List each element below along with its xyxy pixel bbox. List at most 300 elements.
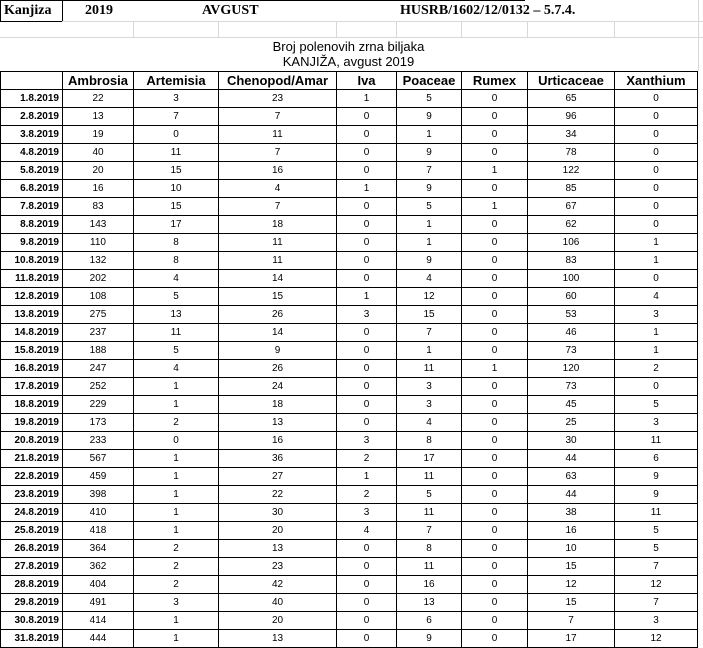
date-cell: 10.8.2019 bbox=[1, 252, 63, 270]
count-cell: 7 bbox=[528, 612, 615, 630]
count-cell: 0 bbox=[337, 216, 397, 234]
count-cell: 9 bbox=[397, 108, 462, 126]
count-cell: 252 bbox=[63, 378, 134, 396]
date-cell: 23.8.2019 bbox=[1, 486, 63, 504]
count-cell: 7 bbox=[397, 162, 462, 180]
count-cell: 0 bbox=[337, 396, 397, 414]
count-cell: 188 bbox=[63, 342, 134, 360]
count-cell: 13 bbox=[219, 630, 337, 648]
table-row bbox=[1, 612, 698, 630]
count-cell: 0 bbox=[462, 396, 528, 414]
count-cell: 22 bbox=[63, 90, 134, 108]
table-row bbox=[1, 162, 698, 180]
count-cell: 2 bbox=[337, 450, 397, 468]
count-cell: 42 bbox=[219, 576, 337, 594]
count-cell: 7 bbox=[219, 144, 337, 162]
table-row bbox=[1, 324, 698, 342]
count-cell: 1 bbox=[337, 468, 397, 486]
table-row bbox=[1, 234, 698, 252]
month-label: AVGUST bbox=[202, 3, 259, 18]
count-cell: 1 bbox=[462, 162, 528, 180]
count-cell: 83 bbox=[528, 252, 615, 270]
count-cell: 0 bbox=[462, 252, 528, 270]
count-cell: 15 bbox=[528, 594, 615, 612]
count-cell: 15 bbox=[134, 162, 219, 180]
count-cell: 410 bbox=[63, 504, 134, 522]
count-cell: 0 bbox=[462, 324, 528, 342]
date-cell: 15.8.2019 bbox=[1, 342, 63, 360]
count-cell: 9 bbox=[219, 342, 337, 360]
count-cell: 7 bbox=[397, 522, 462, 540]
count-cell: 45 bbox=[528, 396, 615, 414]
count-cell: 229 bbox=[63, 396, 134, 414]
count-cell: 3 bbox=[615, 612, 698, 630]
count-cell: 3 bbox=[615, 414, 698, 432]
count-cell: 1 bbox=[397, 126, 462, 144]
count-cell: 0 bbox=[337, 126, 397, 144]
table-row bbox=[1, 108, 698, 126]
count-cell: 17 bbox=[134, 216, 219, 234]
count-cell: 1 bbox=[462, 198, 528, 216]
count-cell: 237 bbox=[63, 324, 134, 342]
count-cell: 0 bbox=[337, 162, 397, 180]
count-cell: 16 bbox=[397, 576, 462, 594]
count-cell: 0 bbox=[337, 414, 397, 432]
date-cell: 16.8.2019 bbox=[1, 360, 63, 378]
project-code: HUSRB/1602/12/0132 – 5.7.4. bbox=[400, 3, 576, 18]
table-row bbox=[1, 252, 698, 270]
table-row bbox=[1, 630, 698, 648]
count-cell: 0 bbox=[462, 594, 528, 612]
date-cell: 2.8.2019 bbox=[1, 108, 63, 126]
date-cell: 7.8.2019 bbox=[1, 198, 63, 216]
date-cell: 18.8.2019 bbox=[1, 396, 63, 414]
count-cell: 0 bbox=[615, 90, 698, 108]
count-cell: 6 bbox=[397, 612, 462, 630]
count-cell: 83 bbox=[63, 198, 134, 216]
count-cell: 5 bbox=[134, 288, 219, 306]
count-cell: 0 bbox=[615, 180, 698, 198]
count-cell: 0 bbox=[337, 144, 397, 162]
table-row bbox=[1, 90, 698, 108]
count-cell: 0 bbox=[337, 270, 397, 288]
table-row bbox=[1, 486, 698, 504]
date-cell: 12.8.2019 bbox=[1, 288, 63, 306]
count-cell: 0 bbox=[462, 612, 528, 630]
count-cell: 38 bbox=[528, 504, 615, 522]
count-cell: 459 bbox=[63, 468, 134, 486]
count-cell: 12 bbox=[615, 630, 698, 648]
count-cell: 7 bbox=[134, 108, 219, 126]
count-cell: 11 bbox=[615, 504, 698, 522]
count-cell: 0 bbox=[615, 144, 698, 162]
count-cell: 16 bbox=[528, 522, 615, 540]
count-cell: 16 bbox=[219, 162, 337, 180]
date-cell: 30.8.2019 bbox=[1, 612, 63, 630]
count-cell: 13 bbox=[63, 108, 134, 126]
count-cell: 4 bbox=[397, 270, 462, 288]
table-row bbox=[1, 558, 698, 576]
count-cell: 275 bbox=[63, 306, 134, 324]
count-cell: 0 bbox=[337, 540, 397, 558]
count-cell: 3 bbox=[397, 378, 462, 396]
column-header-rumex: Rumex bbox=[462, 72, 528, 90]
count-cell: 19 bbox=[63, 126, 134, 144]
count-cell: 0 bbox=[462, 270, 528, 288]
table-row bbox=[1, 306, 698, 324]
count-cell: 100 bbox=[528, 270, 615, 288]
count-cell: 0 bbox=[462, 126, 528, 144]
count-cell: 67 bbox=[528, 198, 615, 216]
date-cell: 11.8.2019 bbox=[1, 270, 63, 288]
place-label: Kanjiza bbox=[4, 3, 52, 18]
count-cell: 40 bbox=[219, 594, 337, 612]
count-cell: 23 bbox=[219, 90, 337, 108]
count-cell: 3 bbox=[337, 432, 397, 450]
count-cell: 17 bbox=[397, 450, 462, 468]
count-cell: 0 bbox=[337, 324, 397, 342]
count-cell: 36 bbox=[219, 450, 337, 468]
count-cell: 0 bbox=[337, 612, 397, 630]
count-cell: 0 bbox=[615, 126, 698, 144]
column-header-chenopod-amar: Chenopod/Amar bbox=[219, 72, 337, 90]
count-cell: 0 bbox=[462, 468, 528, 486]
count-cell: 22 bbox=[219, 486, 337, 504]
column-header-xanthium: Xanthium bbox=[615, 72, 698, 90]
count-cell: 60 bbox=[528, 288, 615, 306]
count-cell: 1 bbox=[337, 90, 397, 108]
count-cell: 26 bbox=[219, 306, 337, 324]
count-cell: 5 bbox=[397, 486, 462, 504]
count-cell: 0 bbox=[337, 378, 397, 396]
count-cell: 247 bbox=[63, 360, 134, 378]
count-cell: 11 bbox=[397, 468, 462, 486]
count-cell: 20 bbox=[63, 162, 134, 180]
count-cell: 1 bbox=[615, 324, 698, 342]
count-cell: 2 bbox=[134, 540, 219, 558]
table-row bbox=[1, 414, 698, 432]
count-cell: 85 bbox=[528, 180, 615, 198]
count-cell: 11 bbox=[219, 234, 337, 252]
table-row bbox=[1, 576, 698, 594]
count-cell: 0 bbox=[462, 342, 528, 360]
count-cell: 18 bbox=[219, 216, 337, 234]
count-cell: 1 bbox=[397, 234, 462, 252]
count-cell: 0 bbox=[462, 432, 528, 450]
count-cell: 0 bbox=[462, 414, 528, 432]
table-row bbox=[1, 468, 698, 486]
date-cell: 17.8.2019 bbox=[1, 378, 63, 396]
date-cell: 8.8.2019 bbox=[1, 216, 63, 234]
count-cell: 13 bbox=[219, 414, 337, 432]
count-cell: 11 bbox=[615, 432, 698, 450]
count-cell: 12 bbox=[615, 576, 698, 594]
count-cell: 9 bbox=[397, 144, 462, 162]
count-cell: 0 bbox=[462, 378, 528, 396]
count-cell: 110 bbox=[63, 234, 134, 252]
count-cell: 0 bbox=[462, 234, 528, 252]
count-cell: 1 bbox=[337, 288, 397, 306]
count-cell: 0 bbox=[337, 558, 397, 576]
count-cell: 3 bbox=[134, 90, 219, 108]
count-cell: 11 bbox=[134, 144, 219, 162]
count-cell: 9 bbox=[615, 468, 698, 486]
count-cell: 0 bbox=[134, 432, 219, 450]
count-cell: 11 bbox=[219, 126, 337, 144]
count-cell: 23 bbox=[219, 558, 337, 576]
count-cell: 1 bbox=[134, 396, 219, 414]
table-row bbox=[1, 450, 698, 468]
count-cell: 16 bbox=[219, 432, 337, 450]
count-cell: 4 bbox=[397, 414, 462, 432]
count-cell: 73 bbox=[528, 342, 615, 360]
count-cell: 13 bbox=[219, 540, 337, 558]
count-cell: 34 bbox=[528, 126, 615, 144]
table-subtitle: KANJIŽA, avgust 2019 bbox=[282, 54, 415, 69]
count-cell: 8 bbox=[397, 432, 462, 450]
count-cell: 418 bbox=[63, 522, 134, 540]
count-cell: 1 bbox=[134, 486, 219, 504]
count-cell: 27 bbox=[219, 468, 337, 486]
column-header-poaceae: Poaceae bbox=[397, 72, 462, 90]
table-row bbox=[1, 216, 698, 234]
count-cell: 9 bbox=[397, 630, 462, 648]
count-cell: 2 bbox=[337, 486, 397, 504]
count-cell: 1 bbox=[134, 504, 219, 522]
date-cell: 28.8.2019 bbox=[1, 576, 63, 594]
count-cell: 2 bbox=[134, 558, 219, 576]
date-cell: 21.8.2019 bbox=[1, 450, 63, 468]
count-cell: 0 bbox=[337, 630, 397, 648]
count-cell: 14 bbox=[219, 324, 337, 342]
count-cell: 0 bbox=[337, 252, 397, 270]
year-label: 2019 bbox=[85, 3, 113, 18]
date-cell: 25.8.2019 bbox=[1, 522, 63, 540]
count-cell: 0 bbox=[462, 450, 528, 468]
count-cell: 3 bbox=[134, 594, 219, 612]
count-cell: 73 bbox=[528, 378, 615, 396]
table-row bbox=[1, 342, 698, 360]
count-cell: 78 bbox=[528, 144, 615, 162]
count-cell: 20 bbox=[219, 522, 337, 540]
count-cell: 13 bbox=[134, 306, 219, 324]
count-cell: 567 bbox=[63, 450, 134, 468]
count-cell: 24 bbox=[219, 378, 337, 396]
count-cell: 202 bbox=[63, 270, 134, 288]
count-cell: 5 bbox=[397, 198, 462, 216]
count-cell: 0 bbox=[462, 90, 528, 108]
table-row bbox=[1, 504, 698, 522]
count-cell: 5 bbox=[615, 540, 698, 558]
count-cell: 25 bbox=[528, 414, 615, 432]
count-cell: 1 bbox=[397, 216, 462, 234]
count-cell: 53 bbox=[528, 306, 615, 324]
column-header-date bbox=[1, 72, 63, 90]
count-cell: 398 bbox=[63, 486, 134, 504]
count-cell: 7 bbox=[219, 108, 337, 126]
count-cell: 11 bbox=[397, 504, 462, 522]
count-cell: 11 bbox=[219, 252, 337, 270]
count-cell: 3 bbox=[337, 306, 397, 324]
table-row bbox=[1, 198, 698, 216]
count-cell: 7 bbox=[219, 198, 337, 216]
count-cell: 5 bbox=[615, 396, 698, 414]
date-cell: 29.8.2019 bbox=[1, 594, 63, 612]
column-header-row bbox=[1, 72, 698, 90]
count-cell: 2 bbox=[134, 576, 219, 594]
count-cell: 11 bbox=[397, 558, 462, 576]
table-row bbox=[1, 396, 698, 414]
column-header-artemisia: Artemisia bbox=[134, 72, 219, 90]
column-header-ambrosia: Ambrosia bbox=[63, 72, 134, 90]
date-cell: 20.8.2019 bbox=[1, 432, 63, 450]
count-cell: 5 bbox=[615, 522, 698, 540]
count-cell: 1 bbox=[615, 342, 698, 360]
count-cell: 15 bbox=[219, 288, 337, 306]
count-cell: 0 bbox=[337, 342, 397, 360]
count-cell: 0 bbox=[462, 540, 528, 558]
date-cell: 31.8.2019 bbox=[1, 630, 63, 648]
table-row bbox=[1, 522, 698, 540]
count-cell: 15 bbox=[134, 198, 219, 216]
count-cell: 4 bbox=[615, 288, 698, 306]
date-cell: 24.8.2019 bbox=[1, 504, 63, 522]
count-cell: 0 bbox=[462, 108, 528, 126]
count-cell: 6 bbox=[615, 450, 698, 468]
count-cell: 1 bbox=[134, 612, 219, 630]
count-cell: 9 bbox=[615, 486, 698, 504]
count-cell: 1 bbox=[134, 468, 219, 486]
count-cell: 7 bbox=[397, 324, 462, 342]
table-title: Broj polenovih zrna biljaka bbox=[272, 39, 425, 54]
count-cell: 491 bbox=[63, 594, 134, 612]
count-cell: 0 bbox=[462, 180, 528, 198]
count-cell: 364 bbox=[63, 540, 134, 558]
count-cell: 233 bbox=[63, 432, 134, 450]
count-cell: 1 bbox=[615, 234, 698, 252]
count-cell: 0 bbox=[462, 576, 528, 594]
count-cell: 63 bbox=[528, 468, 615, 486]
count-cell: 0 bbox=[462, 522, 528, 540]
date-cell: 1.8.2019 bbox=[1, 90, 63, 108]
count-cell: 1 bbox=[134, 378, 219, 396]
table-row bbox=[1, 594, 698, 612]
count-cell: 0 bbox=[615, 270, 698, 288]
count-cell: 7 bbox=[615, 558, 698, 576]
count-cell: 132 bbox=[63, 252, 134, 270]
count-cell: 8 bbox=[397, 540, 462, 558]
count-cell: 10 bbox=[528, 540, 615, 558]
count-cell: 143 bbox=[63, 216, 134, 234]
date-cell: 9.8.2019 bbox=[1, 234, 63, 252]
column-header-iva: Iva bbox=[337, 72, 397, 90]
date-cell: 13.8.2019 bbox=[1, 306, 63, 324]
count-cell: 0 bbox=[337, 108, 397, 126]
date-cell: 26.8.2019 bbox=[1, 540, 63, 558]
table-row bbox=[1, 144, 698, 162]
count-cell: 15 bbox=[528, 558, 615, 576]
count-cell: 122 bbox=[528, 162, 615, 180]
table-row bbox=[1, 432, 698, 450]
count-cell: 1 bbox=[615, 252, 698, 270]
count-cell: 12 bbox=[528, 576, 615, 594]
count-cell: 0 bbox=[615, 198, 698, 216]
count-cell: 7 bbox=[615, 594, 698, 612]
column-header-urticaceae: Urticaceae bbox=[528, 72, 615, 90]
count-cell: 1 bbox=[337, 180, 397, 198]
count-cell: 1 bbox=[134, 450, 219, 468]
count-cell: 0 bbox=[462, 288, 528, 306]
count-cell: 1 bbox=[134, 522, 219, 540]
date-cell: 14.8.2019 bbox=[1, 324, 63, 342]
count-cell: 96 bbox=[528, 108, 615, 126]
count-cell: 0 bbox=[337, 234, 397, 252]
count-cell: 173 bbox=[63, 414, 134, 432]
count-cell: 9 bbox=[397, 252, 462, 270]
count-cell: 0 bbox=[462, 504, 528, 522]
count-cell: 62 bbox=[528, 216, 615, 234]
count-cell: 0 bbox=[462, 558, 528, 576]
count-cell: 44 bbox=[528, 450, 615, 468]
date-cell: 3.8.2019 bbox=[1, 126, 63, 144]
count-cell: 11 bbox=[134, 324, 219, 342]
date-cell: 4.8.2019 bbox=[1, 144, 63, 162]
count-cell: 18 bbox=[219, 396, 337, 414]
count-cell: 2 bbox=[134, 414, 219, 432]
count-cell: 4 bbox=[337, 522, 397, 540]
count-cell: 17 bbox=[528, 630, 615, 648]
count-cell: 414 bbox=[63, 612, 134, 630]
count-cell: 12 bbox=[397, 288, 462, 306]
count-cell: 9 bbox=[397, 180, 462, 198]
count-cell: 1 bbox=[134, 630, 219, 648]
date-cell: 19.8.2019 bbox=[1, 414, 63, 432]
table-row bbox=[1, 540, 698, 558]
count-cell: 0 bbox=[134, 126, 219, 144]
count-cell: 0 bbox=[462, 486, 528, 504]
count-cell: 16 bbox=[63, 180, 134, 198]
count-cell: 1 bbox=[462, 360, 528, 378]
count-cell: 0 bbox=[615, 378, 698, 396]
count-cell: 30 bbox=[219, 504, 337, 522]
count-cell: 2 bbox=[615, 360, 698, 378]
count-cell: 13 bbox=[397, 594, 462, 612]
table-row bbox=[1, 126, 698, 144]
count-cell: 40 bbox=[63, 144, 134, 162]
count-cell: 11 bbox=[397, 360, 462, 378]
date-cell: 22.8.2019 bbox=[1, 468, 63, 486]
count-cell: 8 bbox=[134, 234, 219, 252]
count-cell: 20 bbox=[219, 612, 337, 630]
table-row bbox=[1, 360, 698, 378]
table-row bbox=[1, 288, 698, 306]
count-cell: 4 bbox=[219, 180, 337, 198]
date-cell: 5.8.2019 bbox=[1, 162, 63, 180]
count-cell: 10 bbox=[134, 180, 219, 198]
count-cell: 5 bbox=[134, 342, 219, 360]
count-cell: 0 bbox=[462, 144, 528, 162]
count-cell: 444 bbox=[63, 630, 134, 648]
count-cell: 30 bbox=[528, 432, 615, 450]
pollen-table bbox=[0, 71, 698, 648]
count-cell: 46 bbox=[528, 324, 615, 342]
count-cell: 3 bbox=[337, 504, 397, 522]
count-cell: 0 bbox=[462, 306, 528, 324]
count-cell: 15 bbox=[397, 306, 462, 324]
count-cell: 120 bbox=[528, 360, 615, 378]
count-cell: 0 bbox=[337, 360, 397, 378]
count-cell: 0 bbox=[462, 216, 528, 234]
